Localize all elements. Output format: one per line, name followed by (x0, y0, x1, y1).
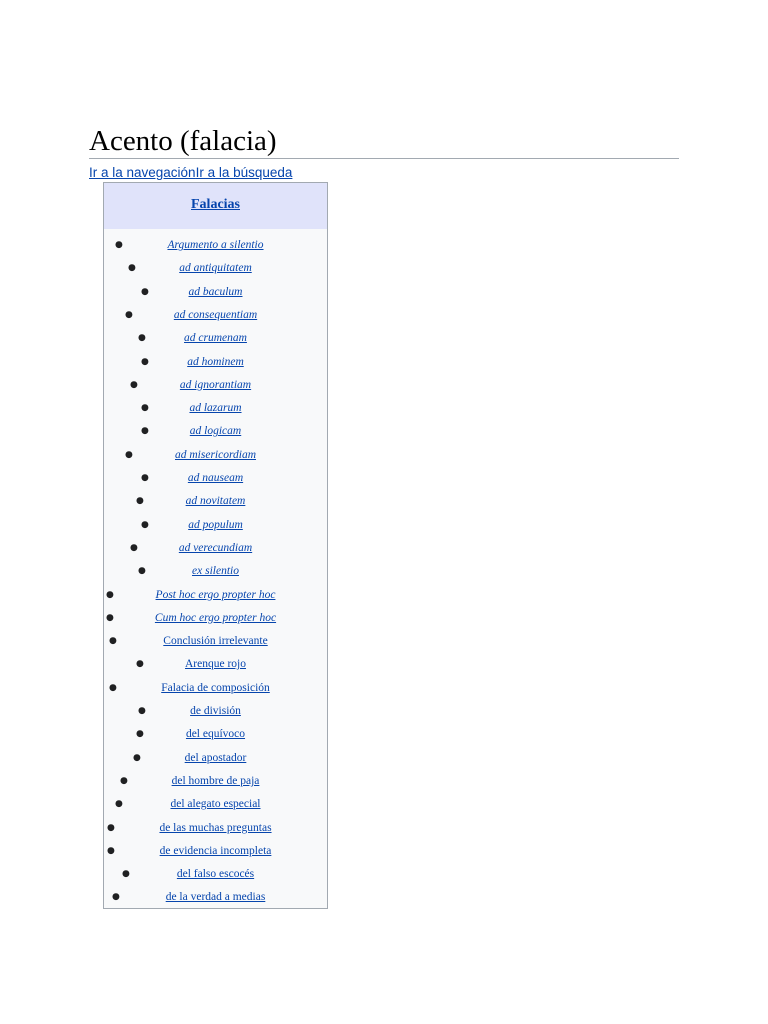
navbox-item (104, 398, 327, 418)
navbox-item-link[interactable]: del equívoco (185, 728, 246, 741)
navbox-item-link[interactable]: Conclusión irrelevante (163, 635, 268, 648)
bullet-icon: ● (136, 496, 144, 507)
title-divider (89, 158, 679, 159)
navbox-item (104, 864, 327, 884)
navbox-item (104, 678, 327, 698)
navbox-item-link[interactable]: ad nauseam (187, 472, 244, 484)
navbox-item-link[interactable]: Falacia de composición (161, 681, 270, 694)
bullet-icon: ● (141, 286, 149, 297)
bullet-icon: ● (125, 449, 133, 460)
navbox-item-link[interactable]: del apostador (184, 751, 247, 764)
navbox-item (104, 724, 327, 744)
navbox-item-link[interactable]: ad logicam (189, 425, 242, 438)
bullet-icon: ● (109, 682, 117, 693)
bullet-icon: ● (106, 589, 114, 600)
page-title: Acento (falacia) (89, 125, 277, 157)
bullet-icon: ● (107, 845, 115, 856)
navbox-item-link[interactable]: ad verecundiam (178, 541, 253, 554)
navbox-item (104, 258, 327, 278)
bullet-icon: ● (109, 636, 117, 647)
navbox-header (104, 183, 327, 229)
navbox-item-link[interactable]: ad novitatem (185, 495, 246, 508)
navbox-item-link[interactable]: de evidencia incompleta (159, 844, 272, 857)
navbox-item (104, 235, 327, 255)
navbox-item (104, 375, 327, 395)
bullet-icon: ● (106, 612, 114, 623)
navbox-item-link[interactable]: Post hoc ergo propter hoc (155, 588, 276, 601)
bullet-icon: ● (130, 379, 138, 390)
navbox-item-link[interactable]: de las muchas preguntas (159, 821, 272, 834)
skip-to-navigation-link[interactable]: Ir a la navegación (89, 165, 196, 180)
navbox-item (104, 771, 327, 791)
navbox-item (104, 654, 327, 674)
navbox-item (104, 631, 327, 651)
navbox-item-link[interactable]: ad baculum (188, 285, 243, 298)
navbox-item (104, 701, 327, 721)
navbox-item-link[interactable]: ad antiquitatem (179, 262, 252, 275)
bullet-icon: ● (136, 729, 144, 740)
bullet-icon: ● (138, 566, 146, 577)
bullet-icon: ● (141, 473, 149, 483)
navbox-item (104, 608, 327, 628)
navbox-item (104, 794, 327, 814)
navbox-item (104, 748, 327, 768)
bullet-icon: ● (136, 659, 144, 670)
navbox-item (104, 421, 327, 441)
navbox-item-link[interactable]: ad crumenam (184, 332, 247, 345)
navbox-item (104, 561, 327, 581)
bullet-icon: ● (107, 822, 115, 833)
navbox-item-link[interactable]: ad populum (188, 518, 243, 531)
bullet-icon: ● (141, 519, 149, 530)
navbox-item (104, 515, 327, 535)
skip-to-search-link[interactable]: Ir a la búsqueda (195, 165, 293, 180)
bullet-icon: ● (125, 309, 133, 320)
bullet-icon: ● (141, 356, 149, 367)
bullet-icon: ● (120, 775, 128, 786)
navbox-item-link[interactable]: de división (190, 705, 241, 717)
navbox-item-link[interactable]: ad ignorantiam (179, 378, 252, 391)
navbox-item-link[interactable]: del falso escocés (176, 868, 255, 881)
navbox-item-link[interactable]: ad consequentiam (173, 308, 258, 321)
navbox-item-link[interactable]: ad hominem (187, 355, 244, 368)
navbox-item-link[interactable]: Cum hoc ergo propter hoc (154, 611, 277, 624)
bullet-icon: ● (112, 892, 120, 903)
bullet-icon: ● (115, 240, 123, 250)
navbox-item-link[interactable]: del hombre de paja (171, 774, 260, 787)
navbox-item-link[interactable]: Argumento a silentio (167, 239, 264, 251)
navbox-item (104, 282, 327, 302)
fallacies-navbox (103, 182, 328, 909)
navbox-item-link[interactable]: de la verdad a medias (165, 891, 266, 904)
navbox-item (104, 887, 327, 907)
bullet-icon: ● (133, 752, 141, 763)
navbox-item (104, 468, 327, 488)
navbox-item (104, 491, 327, 511)
navbox-item (104, 445, 327, 465)
bullet-icon: ● (122, 869, 130, 880)
bullet-icon: ● (141, 426, 149, 437)
bullet-icon: ● (130, 542, 138, 553)
navbox-item (104, 818, 327, 838)
bullet-icon: ● (115, 799, 123, 810)
bullet-icon: ● (141, 403, 149, 414)
navbox-item-link[interactable]: ad lazarum (189, 402, 242, 415)
navbox-item (104, 305, 327, 325)
skip-links (89, 164, 292, 182)
bullet-icon: ● (128, 263, 136, 274)
navbox-title-link[interactable]: Falacias (191, 197, 240, 212)
bullet-icon: ● (138, 706, 146, 716)
bullet-icon: ● (138, 333, 146, 344)
navbox-item (104, 841, 327, 861)
navbox-item (104, 328, 327, 348)
navbox-item (104, 538, 327, 558)
navbox-item-link[interactable]: ex silentio (192, 565, 239, 578)
navbox-item-link[interactable]: del alegato especial (170, 798, 261, 811)
navbox-item-link[interactable]: Arenque rojo (185, 658, 246, 671)
navbox-item (104, 352, 327, 372)
navbox-item (104, 585, 327, 605)
navbox-item-link[interactable]: ad misericordiam (174, 448, 257, 461)
